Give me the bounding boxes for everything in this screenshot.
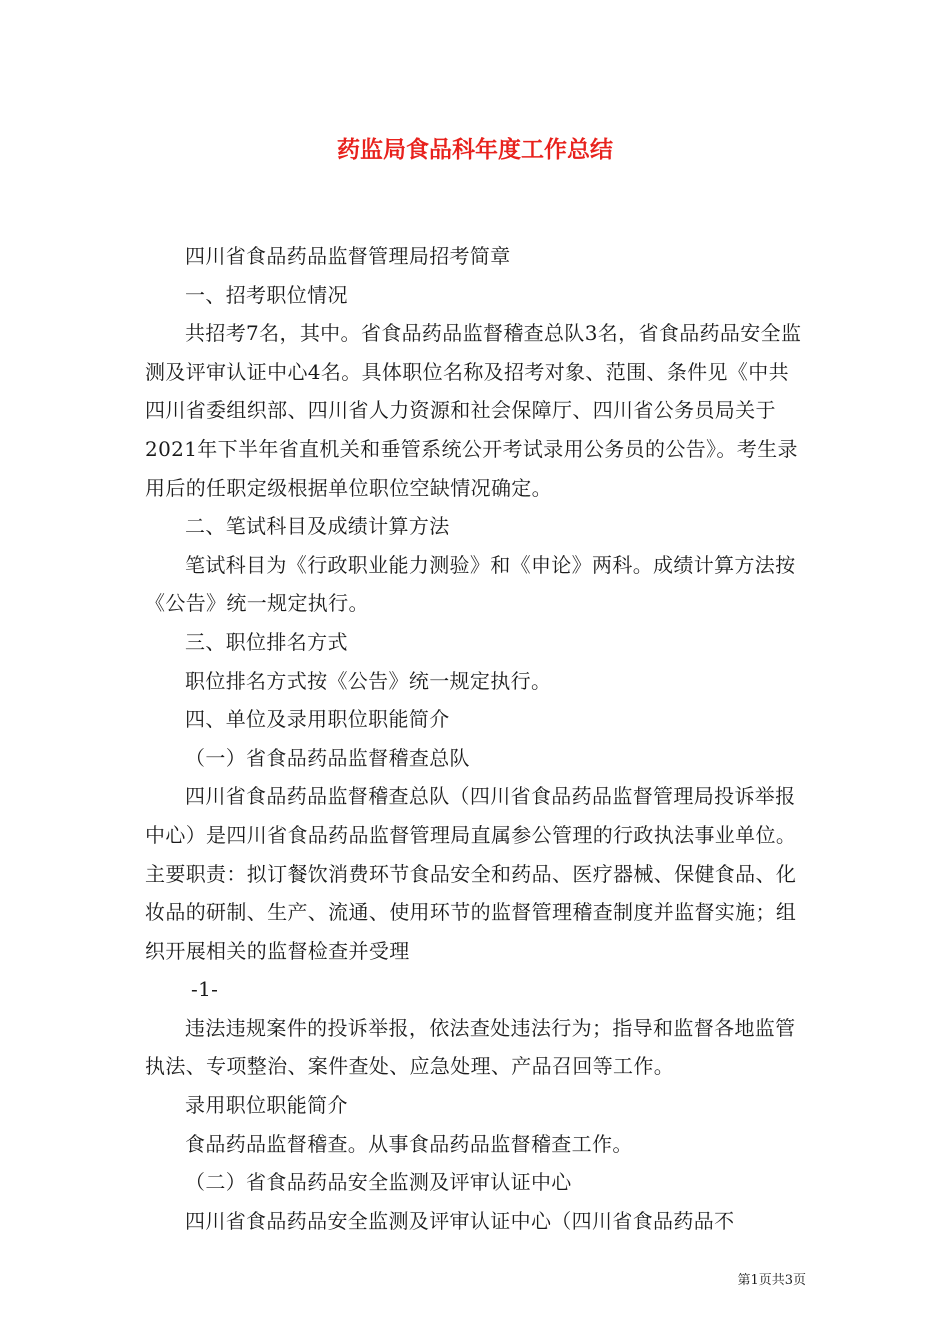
- paragraph-heading: 四川省食品药品监督管理局招考简章: [185, 244, 511, 268]
- paragraph: 职位排名方式按《公告》统一规定执行。: [185, 668, 552, 693]
- paragraph: 四川省食品药品安全监测及评审认证中心（四川省食品药品不: [185, 1208, 735, 1233]
- paragraph: 四川省食品药品监督稽查总队（四川省食品药品监督管理局投诉举报中心）是四川省食品药品监督管理局直属参公管理的行政执法事业单位。主要职责：拟订餐饮消费环节食品安全和药品、医疗器械、保健食品、化妆品的研制、生产、流通、使用环节的监督管理稽查制度并监督实施；组织开展相关的监督检查并受理: [145, 784, 797, 963]
- page-title: 药监局食品科年度工作总结: [337, 137, 613, 163]
- subsection-heading-2: （二）省食品药品安全监测及评审认证中心: [185, 1170, 572, 1195]
- subsection-heading-1: （一）省食品药品监督稽查总队: [185, 745, 470, 770]
- paragraph: 食品药品监督稽查。从事食品药品监督稽查工作。: [185, 1131, 633, 1156]
- inline-page-number: -1-: [191, 977, 219, 1002]
- paragraph: 违法违规案件的投诉举报，依法查处违法行为；指导和监督各地监管执法、专项整治、案件查处、应急处理、产品召回等工作。: [145, 1015, 796, 1079]
- paragraph: 共招考7名，其中。省食品药品监督稽查总队3名，省食品药品安全监测及评审认证中心4名。具体职位名称及招考对象、范围、条件见《中共四川省委组织部、四川省人力资源和社会保障厅、四川省公务员局关于2021年下半年省直机关和垂管系统公开考试录用公务员的公告》。考生录用后的任职定级根据单位职位空缺情况确定。: [145, 321, 802, 500]
- section-heading-3: 三、职位排名方式: [185, 629, 348, 654]
- paragraph: 笔试科目为《行政职业能力测验》和《申论》两科。成绩计算方法按《公告》统一规定执行。: [145, 552, 796, 616]
- section-heading-4: 四、单位及录用职位职能简介: [185, 707, 450, 732]
- page-footer: 第1页共3页: [737, 1273, 806, 1288]
- document-body: [145, 237, 807, 1240]
- section-heading-1: 一、招考职位情况: [185, 282, 348, 307]
- paragraph: 录用职位职能简介: [185, 1093, 348, 1118]
- section-heading-2: 二、笔试科目及成绩计算方法: [185, 514, 450, 539]
